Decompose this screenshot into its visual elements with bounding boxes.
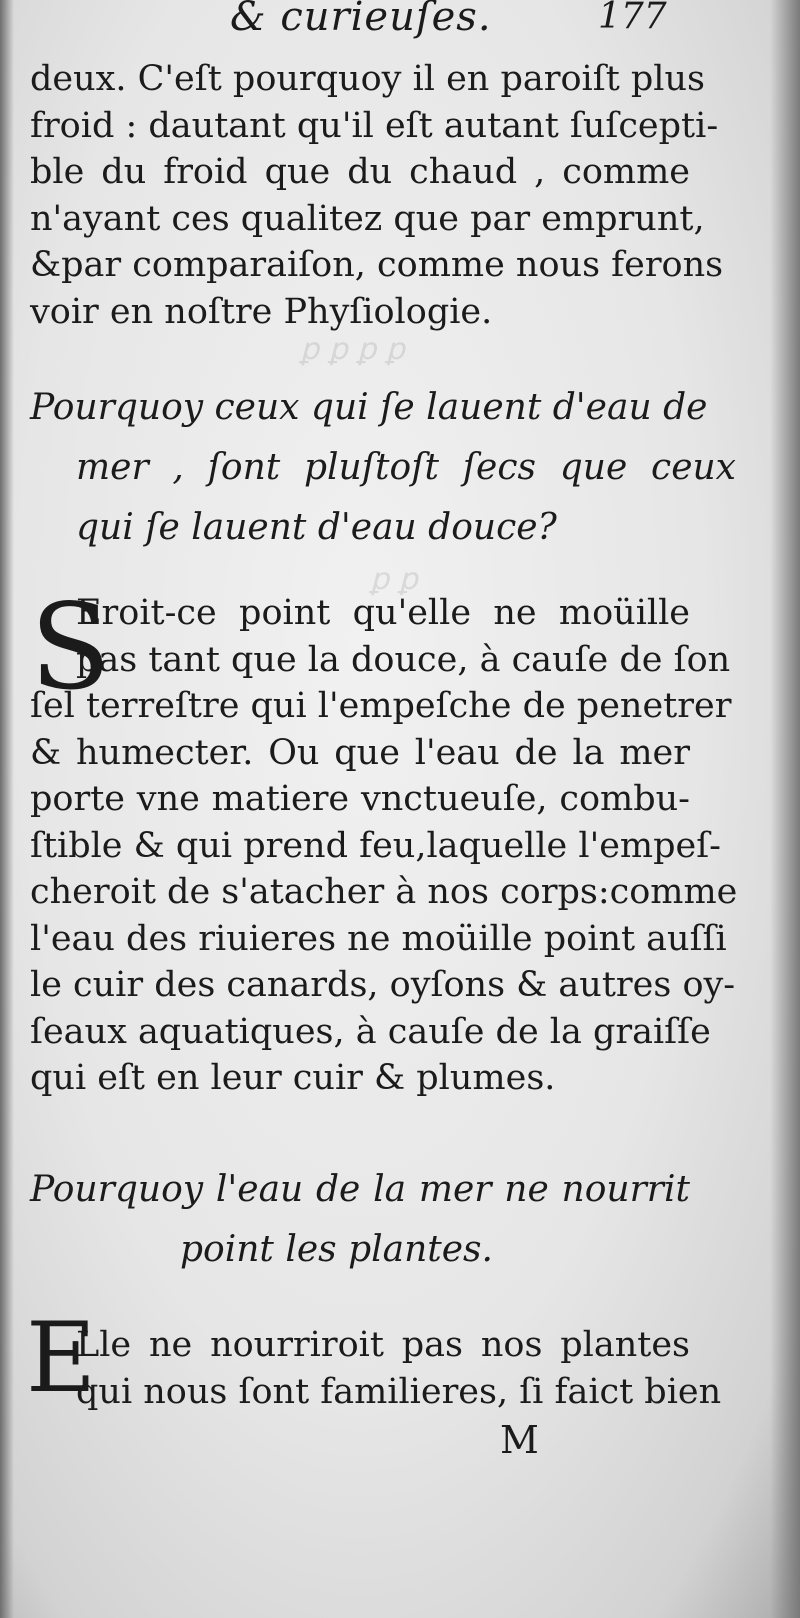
text-line: ſel terreſtre qui l'empeſche de penetrer [30, 686, 732, 726]
page-shadow-right [770, 0, 800, 1618]
heading-line: Pourquoy l'eau de la mer ne nourrit [30, 1169, 690, 1210]
text-line: n'ayant ces qualitez que par emprunt, [30, 198, 705, 239]
heading-line: point les plantes. [180, 1229, 493, 1270]
text-line: Eroit-ce point qu'elle ne moüille [76, 593, 690, 633]
section-heading-2 [30, 1160, 690, 1280]
bleed-through: ꝑ ꝑ [370, 562, 418, 597]
text-line: cheroit de s'atacher à nos corps:comme [30, 872, 738, 912]
text-line: qui nous ſont familieres, ſi faict bien [76, 1371, 722, 1412]
running-head: & curieuſes. [230, 0, 492, 40]
text-line: l'eau des riuieres ne moüille point auſſi [30, 918, 727, 959]
drop-cap: S [30, 578, 111, 716]
text-line: ble du froid que du chaud , comme [30, 152, 690, 192]
text-line: porte vne matiere vnctueuſe, combu- [30, 779, 690, 819]
signature-mark: M [500, 1418, 539, 1462]
paragraph-1 [30, 56, 724, 335]
text-line: deux. C'eſt pourquoy il en paroiſt plus [30, 59, 705, 99]
heading-line: Pourquoy ceux qui ſe lauent d'eau de [30, 387, 708, 428]
text-line: voir en noſtre Phyſiologie. [30, 291, 493, 332]
heading-line: qui ſe lauent d'eau douce? [76, 507, 557, 548]
bleed-through: ꝑ ꝑ ꝑ ꝑ [300, 332, 405, 367]
page-number: 177 [598, 0, 667, 37]
paragraph-3 [30, 1322, 722, 1415]
page-header [0, 0, 800, 40]
text-line: Lle ne nourriroit pas nos plantes [76, 1325, 690, 1365]
text-line: & humecter. Ou que l'eau de la mer [30, 732, 690, 773]
text-line: qui eſt en leur cuir & plumes. [30, 1058, 556, 1098]
section-heading-1 [30, 378, 736, 558]
text-line: ſtible & qui prend feu,laquelle l'empeſ- [30, 825, 722, 866]
text-line: ſeaux aquatiques, à cauſe de la graiſſe [30, 1011, 711, 1052]
heading-line: mer , ſont pluſtoſt ſecs que ceux [76, 447, 736, 488]
text-line: pas tant que la douce, à cauſe de ſon [76, 639, 731, 680]
drop-cap: E [26, 1302, 97, 1414]
text-line: &par comparaiſon, comme nous ferons [30, 245, 724, 285]
text-line: le cuir des canards, oyſons & autres oy- [30, 965, 736, 1005]
text-line: froid : dautant qu'il eſt autant ſuſcepti- [30, 105, 719, 146]
page-shadow-left [0, 0, 14, 1618]
